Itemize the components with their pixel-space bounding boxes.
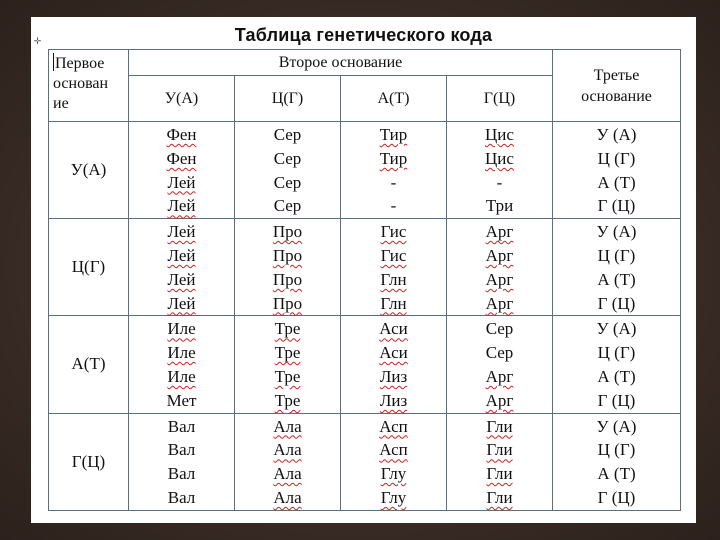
- amino-acid-label: Сер: [485, 343, 514, 363]
- amino-acid-label: Тир: [379, 148, 408, 168]
- first-base-cell: Г(Ц): [49, 413, 129, 510]
- third-base-label: У (А): [596, 125, 637, 144]
- third-base-cell: [553, 413, 681, 510]
- amino-acid-label: Гли: [486, 487, 513, 507]
- third-base-label: Г (Ц): [597, 390, 636, 410]
- amino-acid-cell: [447, 316, 553, 413]
- first-base-header: [49, 50, 129, 122]
- amino-acid-cell: [341, 219, 447, 316]
- first-base-cell: Ц(Г): [49, 219, 129, 316]
- document-page: [31, 17, 696, 523]
- second-base-col-a: А(Т): [341, 76, 447, 122]
- amino-acid-label: Лей: [167, 293, 196, 313]
- amino-acid-cell: [447, 219, 553, 316]
- second-base-col-u: У(А): [129, 76, 235, 122]
- first-base-header-line-1: Первое: [55, 55, 105, 72]
- third-base-cell: [553, 219, 681, 316]
- amino-acid-cell: [235, 413, 341, 510]
- amino-acid-label: Вал: [167, 416, 196, 436]
- third-base-label: А (Т): [597, 366, 636, 386]
- amino-acid-label: Глу: [380, 464, 407, 484]
- amino-acid-cell: [129, 219, 235, 316]
- amino-acid-label: Про: [272, 293, 303, 313]
- amino-acid-label: Аси: [379, 319, 408, 339]
- amino-acid-cell: [341, 413, 447, 510]
- first-base-cell: У(А): [49, 122, 129, 219]
- amino-acid-label: Лей: [167, 196, 196, 216]
- amino-acid-label: Тир: [379, 125, 408, 144]
- amino-acid-label: Тре: [274, 366, 301, 386]
- third-base-cell: [553, 316, 681, 413]
- amino-acid-label: Арг: [485, 293, 514, 313]
- amino-acid-label: Гис: [380, 222, 407, 242]
- amino-acid-label: Три: [485, 196, 514, 216]
- amino-acid-cell: [447, 413, 553, 510]
- amino-acid-label: -: [390, 172, 397, 192]
- third-base-label: А (Т): [597, 172, 636, 192]
- amino-acid-label: Аси: [379, 343, 408, 363]
- amino-acid-label: Иле: [167, 319, 196, 339]
- third-base-header-line-1: Третье: [593, 66, 640, 84]
- amino-acid-label: Ала: [273, 464, 302, 484]
- amino-acid-label: Лиз: [379, 366, 408, 386]
- amino-acid-label: Тре: [274, 343, 301, 363]
- amino-acid-cell: [447, 122, 553, 219]
- amino-acid-label: Фен: [166, 148, 197, 168]
- amino-acid-label: Гли: [486, 416, 513, 436]
- amino-acid-label: Ала: [273, 440, 302, 460]
- amino-acid-label: Цис: [485, 148, 514, 168]
- amino-acid-label: Асп: [379, 416, 408, 436]
- third-base-label: Г (Ц): [597, 293, 636, 313]
- third-base-label: У (А): [596, 222, 637, 242]
- amino-acid-label: -: [390, 196, 397, 216]
- amino-acid-label: Ала: [273, 487, 302, 507]
- amino-acid-label: Сер: [273, 172, 302, 192]
- amino-acid-label: Сер: [273, 125, 302, 144]
- amino-acid-label: Ала: [273, 416, 302, 436]
- third-base-cell: [553, 122, 681, 219]
- amino-acid-label: Лей: [167, 269, 196, 289]
- amino-acid-label: Глн: [380, 269, 407, 289]
- table-row: [49, 316, 681, 413]
- amino-acid-cell: [235, 316, 341, 413]
- third-base-label: Ц (Г): [597, 245, 636, 265]
- table-move-handle-icon[interactable]: ✛: [33, 37, 42, 47]
- first-base-header-line-3: ие: [53, 95, 69, 112]
- amino-acid-label: Тре: [274, 390, 301, 410]
- amino-acid-label: Глу: [380, 487, 407, 507]
- amino-acid-label: Глн: [380, 293, 407, 313]
- amino-acid-cell: [341, 122, 447, 219]
- amino-acid-cell: [235, 122, 341, 219]
- amino-acid-label: Гли: [486, 464, 513, 484]
- third-base-label: У (А): [596, 319, 637, 339]
- amino-acid-label: Вал: [167, 464, 196, 484]
- third-base-label: А (Т): [597, 464, 636, 484]
- amino-acid-label: Лиз: [379, 390, 408, 410]
- amino-acid-cell: [235, 219, 341, 316]
- third-base-header: [553, 50, 681, 122]
- amino-acid-label: Вал: [167, 487, 196, 507]
- second-base-col-c: Ц(Г): [235, 76, 341, 122]
- amino-acid-label: Арг: [485, 245, 514, 265]
- amino-acid-cell: [129, 316, 235, 413]
- amino-acid-label: Сер: [273, 148, 302, 168]
- amino-acid-label: Арг: [485, 366, 514, 386]
- genetic-code-table: [48, 49, 681, 511]
- amino-acid-label: Сер: [273, 196, 302, 216]
- amino-acid-label: Про: [272, 269, 303, 289]
- amino-acid-label: Фен: [166, 125, 197, 144]
- amino-acid-label: Тре: [274, 319, 301, 339]
- amino-acid-label: Гли: [486, 440, 513, 460]
- third-base-label: У (А): [596, 416, 637, 436]
- amino-acid-label: Лей: [167, 245, 196, 265]
- amino-acid-label: Цис: [485, 125, 514, 144]
- amino-acid-label: Про: [272, 222, 303, 242]
- third-base-header-line-2: основание: [581, 87, 652, 105]
- amino-acid-label: Сер: [485, 319, 514, 339]
- table-title: Таблица генетического кода: [234, 25, 493, 45]
- amino-acid-label: Иле: [167, 343, 196, 363]
- third-base-label: Г (Ц): [597, 487, 636, 507]
- amino-acid-label: Арг: [485, 269, 514, 289]
- second-base-header: Второе основание: [129, 50, 553, 76]
- third-base-label: Г (Ц): [597, 196, 636, 216]
- third-base-label: Ц (Г): [597, 440, 636, 460]
- table-row: [49, 219, 681, 316]
- table-row: [49, 413, 681, 510]
- amino-acid-cell: [129, 413, 235, 510]
- amino-acid-label: Лей: [167, 172, 196, 192]
- first-base-header-line-2: основан: [53, 75, 109, 92]
- amino-acid-label: Арг: [485, 222, 514, 242]
- amino-acid-label: Асп: [379, 440, 408, 460]
- table-row: [49, 122, 681, 219]
- text-cursor: [53, 53, 54, 71]
- third-base-label: Ц (Г): [597, 148, 636, 168]
- amino-acid-label: Иле: [167, 366, 196, 386]
- amino-acid-label: Арг: [485, 390, 514, 410]
- third-base-label: А (Т): [597, 269, 636, 289]
- amino-acid-label: Про: [272, 245, 303, 265]
- amino-acid-label: -: [496, 172, 503, 192]
- amino-acid-label: Мет: [166, 390, 197, 410]
- second-base-col-g: Г(Ц): [447, 76, 553, 122]
- amino-acid-label: Вал: [167, 440, 196, 460]
- amino-acid-cell: [341, 316, 447, 413]
- first-base-cell: А(Т): [49, 316, 129, 413]
- amino-acid-label: Гис: [380, 245, 407, 265]
- amino-acid-label: Лей: [167, 222, 196, 242]
- third-base-label: Ц (Г): [597, 343, 636, 363]
- amino-acid-cell: [129, 122, 235, 219]
